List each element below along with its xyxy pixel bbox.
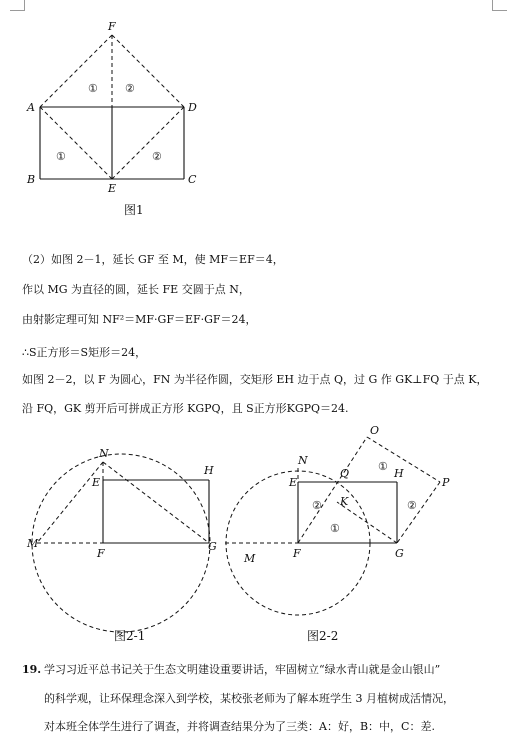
region-label: ①	[330, 522, 340, 535]
solution-line: 由射影定理可知 NF²＝MF·GF＝EF·GF＝24，	[22, 313, 257, 326]
solution-line: 作以 MG 为直径的圆，延长 FE 交圆于点 N，	[22, 283, 250, 296]
point-C: C	[188, 173, 197, 186]
point-K: K	[340, 495, 349, 508]
point-N: N	[298, 454, 308, 467]
solution-line: 如图 2－2，以 F 为圆心，FN 为半径作圆，交矩形 EH 边于点 Q，过 G 作 GK⊥FQ 于点 K，	[22, 373, 488, 386]
point-H: H	[394, 467, 404, 480]
point-G: G	[208, 540, 217, 553]
region-label: ①	[88, 82, 98, 95]
point-P: P	[442, 476, 450, 489]
point-A: A	[27, 101, 35, 114]
point-D: D	[188, 101, 197, 114]
point-M: M	[244, 552, 256, 565]
region-label: ②	[407, 499, 417, 512]
point-G: G	[395, 547, 404, 560]
point-E: E	[92, 476, 101, 489]
figure-1-caption: 图1	[124, 203, 144, 217]
region-label: ①	[378, 460, 388, 473]
question-line: 学习习近平总书记关于生态文明建设重要讲话，牢固树立“绿水青山就是金山银山”	[44, 663, 441, 676]
question-number: 19.	[22, 663, 42, 676]
question-line: 的科学观，让环保理念深入到学校，某校张老师为了解本班学生 3 月植树成活情况，	[44, 692, 454, 705]
solution-line: （2）如图 2－1，延长 GF 至 M，使 MF＝EF＝4，	[22, 253, 284, 266]
figure-2-2-caption: 图2-2	[307, 629, 339, 643]
solution-line: 沿 FQ，GK 剪开后可拼成正方形 KGPQ，且 S正方形KGPQ＝24.	[22, 402, 349, 415]
figure-2-1-caption: 图2-1	[114, 629, 146, 643]
region-label: ①	[56, 150, 66, 163]
point-F: F	[293, 547, 301, 560]
point-N: N	[99, 447, 109, 460]
point-F: F	[97, 547, 105, 560]
point-O: O	[370, 424, 380, 437]
point-Q: Q	[340, 467, 350, 480]
region-label: ②	[152, 150, 162, 163]
region-label: ②	[125, 82, 135, 95]
question-line: 对本班全体学生进行了调查，并将调查结果分为了三类：A：好，B：中，C：差.	[44, 720, 435, 733]
point-B: B	[27, 173, 36, 186]
solution-line: ∴S正方形＝S矩形＝24，	[22, 346, 147, 359]
point-E: E	[289, 476, 298, 489]
point-E: E	[108, 182, 117, 195]
point-M: M	[27, 537, 39, 550]
point-H: H	[204, 464, 214, 477]
point-F: F	[108, 20, 116, 33]
region-label: ②	[312, 499, 322, 512]
